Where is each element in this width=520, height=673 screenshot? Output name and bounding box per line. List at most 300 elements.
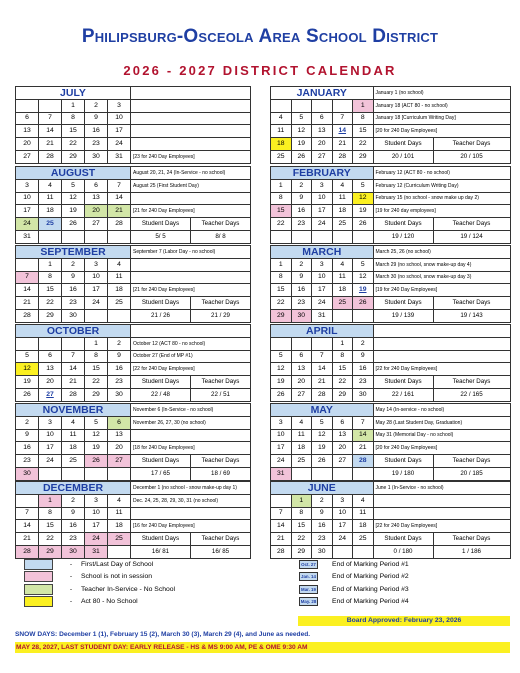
day-cell: 17 (16, 205, 39, 218)
day-cell: 18 (271, 138, 292, 151)
month-note: [21 for 240 Day Employees] (131, 284, 251, 297)
page-title: Philipsburg-Osceola Area School District (81, 26, 439, 47)
student-days-label: Student Days (131, 218, 191, 231)
day-cell: 10 (16, 192, 39, 205)
day-cell: 20 (16, 138, 39, 151)
day-cell: 4 (353, 494, 374, 507)
month-november (15, 403, 251, 481)
day-cell: 16 (85, 125, 108, 138)
day-cell: 4 (332, 179, 353, 192)
july-grid (15, 86, 251, 164)
day-cell: 5 (353, 258, 374, 271)
month-note: March 30 (no school, snow make-up day 3) (373, 271, 510, 284)
month-note: May 31 (Memorial Day - no school) (373, 429, 510, 442)
month-note (131, 258, 251, 271)
day-cell: 24 (271, 455, 292, 468)
day-cell: 6 (332, 416, 353, 429)
month-header: MARCH (271, 246, 374, 259)
day-cell: 14 (312, 363, 333, 376)
day-cell: 27 (312, 150, 333, 163)
day-cell: 3 (16, 179, 39, 192)
day-cell: 1 (271, 179, 292, 192)
day-cell: 1 (291, 494, 312, 507)
day-cell: 11 (271, 125, 292, 138)
day-cell: 31 (108, 150, 131, 163)
month-february (270, 166, 511, 244)
day-cell (271, 494, 292, 507)
day-cell: 1 (332, 337, 353, 350)
day-cell: 5 (16, 350, 39, 363)
month-note (131, 507, 251, 520)
day-cell: 22 (271, 218, 292, 231)
day-cell: 8 (39, 507, 62, 520)
teacher-days-value: 22 / 165 (433, 388, 510, 401)
day-cell: 22 (332, 376, 353, 389)
day-cell (108, 230, 131, 243)
day-cell: 5 (312, 416, 333, 429)
day-cell: 21 (16, 533, 39, 546)
month-note: [23 for 240 Day Employees] (131, 150, 251, 163)
student-days-value: 16/ 81 (131, 545, 191, 558)
day-cell: 13 (16, 125, 39, 138)
day-cell: 10 (312, 192, 333, 205)
day-cell: 13 (108, 429, 131, 442)
june-grid (270, 481, 511, 559)
day-cell: 9 (291, 271, 312, 284)
day-cell: 8 (291, 507, 312, 520)
day-cell: 14 (332, 125, 353, 138)
day-cell: 30 (312, 545, 333, 558)
color-legend (24, 558, 284, 608)
day-cell: 16 (353, 363, 374, 376)
day-cell: 23 (16, 455, 39, 468)
legend-item (24, 583, 284, 596)
day-cell: 28 (16, 545, 39, 558)
day-cell: 16 (62, 284, 85, 297)
day-cell: 6 (312, 112, 333, 125)
month-note (373, 350, 510, 363)
day-cell (108, 545, 131, 558)
day-cell: 10 (39, 429, 62, 442)
december-grid (15, 481, 251, 559)
day-cell: 29 (332, 388, 353, 401)
day-cell: 7 (353, 416, 374, 429)
day-cell: 15 (291, 520, 312, 533)
month-note (131, 429, 251, 442)
day-cell (16, 337, 39, 350)
month-note: October 12 (ACT 80 - no school) (131, 337, 251, 350)
day-cell: 11 (39, 192, 62, 205)
day-cell: 12 (62, 192, 85, 205)
day-cell: 6 (39, 350, 62, 363)
marking-period-item (299, 583, 509, 596)
month-note (373, 337, 510, 350)
day-cell (312, 99, 333, 112)
teacher-days-label: Teacher Days (191, 297, 251, 310)
month-note (131, 271, 251, 284)
month-note: January 18 (ACT 80 - no school) (373, 99, 510, 112)
day-cell: 9 (62, 507, 85, 520)
month-header: JUNE (271, 482, 374, 495)
legend-label: Act 80 - No School (81, 598, 138, 606)
month-note: August 20, 21, 24 (In-Service - no school) (131, 167, 251, 180)
day-cell: 4 (62, 416, 85, 429)
month-note: May 14 (In-service - no school) (373, 404, 510, 417)
day-cell: 20 (332, 442, 353, 455)
day-cell: 5 (353, 179, 374, 192)
month-december (15, 481, 251, 559)
day-cell: 18 (332, 284, 353, 297)
day-cell: 17 (312, 284, 333, 297)
day-cell: 5 (271, 350, 292, 363)
day-cell: 15 (271, 205, 292, 218)
month-header: JULY (16, 87, 131, 100)
day-cell: 3 (271, 416, 292, 429)
day-cell (332, 230, 353, 243)
day-cell: 9 (312, 507, 333, 520)
day-cell: 25 (62, 455, 85, 468)
student-days-label: Student Days (131, 533, 191, 546)
day-cell: 24 (312, 218, 333, 231)
legend-dash: - (69, 560, 73, 568)
day-cell: 22 (271, 297, 292, 310)
day-cell: 20 (291, 376, 312, 389)
day-cell: 19 (353, 205, 374, 218)
day-cell: 14 (271, 520, 292, 533)
day-cell: 21 (332, 138, 353, 151)
day-cell (353, 545, 374, 558)
student-days-label: Student Days (373, 455, 433, 468)
day-cell: 31 (16, 230, 39, 243)
day-cell: 4 (39, 179, 62, 192)
day-cell: 23 (62, 533, 85, 546)
day-cell: 18 (108, 520, 131, 533)
day-cell (312, 467, 333, 480)
november-grid (15, 403, 251, 481)
day-cell (332, 309, 353, 322)
day-cell: 12 (271, 363, 292, 376)
day-cell: 22 (62, 138, 85, 151)
day-cell: 26 (353, 297, 374, 310)
teacher-days-value: 20 / 185 (433, 467, 510, 480)
marking-period-item (299, 558, 509, 571)
day-cell: 17 (271, 442, 292, 455)
day-cell: 21 (62, 376, 85, 389)
day-cell (62, 337, 85, 350)
legend-dash: - (69, 573, 73, 581)
day-cell: 4 (291, 416, 312, 429)
last-student-day-banner: MAY 28, 2027, LAST STUDENT DAY: EARLY RELEASE - HS & MS 9:00 AM, PE & OME 9:30 AM (15, 642, 510, 653)
teacher-days-value: 20 / 105 (433, 150, 510, 163)
teacher-days-value: 19 / 124 (433, 230, 510, 243)
month-header: FEBRUARY (271, 167, 374, 180)
day-cell: 8 (85, 350, 108, 363)
day-cell: 14 (62, 363, 85, 376)
day-cell: 22 (39, 297, 62, 310)
day-cell: 13 (291, 363, 312, 376)
day-cell: 26 (62, 218, 85, 231)
day-cell: 30 (291, 309, 312, 322)
day-cell: 23 (312, 533, 333, 546)
day-cell (291, 337, 312, 350)
day-cell: 10 (108, 112, 131, 125)
day-cell: 12 (353, 271, 374, 284)
day-cell: 3 (39, 416, 62, 429)
day-cell (312, 230, 333, 243)
day-cell: 16 (312, 520, 333, 533)
day-cell (62, 230, 85, 243)
day-cell: 25 (332, 218, 353, 231)
day-cell (291, 230, 312, 243)
day-cell: 3 (332, 494, 353, 507)
day-cell: 8 (39, 271, 62, 284)
day-cell: 18 (108, 284, 131, 297)
day-cell (108, 467, 131, 480)
day-cell: 30 (16, 467, 39, 480)
day-cell: 11 (108, 507, 131, 520)
day-cell: 7 (332, 112, 353, 125)
march-grid (270, 245, 511, 323)
day-cell: 25 (332, 297, 353, 310)
marking-period-date: Mar. 19 (299, 585, 318, 594)
month-header: APRIL (271, 325, 374, 338)
day-cell: 11 (291, 429, 312, 442)
day-cell: 1 (39, 494, 62, 507)
marking-period-date: Jan. 14 (299, 572, 318, 581)
day-cell: 26 (271, 388, 292, 401)
month-note (373, 507, 510, 520)
day-cell: 11 (353, 507, 374, 520)
day-cell: 7 (312, 350, 333, 363)
legend-swatch (24, 571, 53, 582)
marking-period-date: Oct. 27 (299, 560, 318, 569)
day-cell: 28 (353, 455, 374, 468)
day-cell: 9 (291, 192, 312, 205)
day-cell: 3 (85, 258, 108, 271)
teacher-days-value: 16/ 85 (191, 545, 251, 558)
day-cell (108, 309, 131, 322)
snow-days-note: SNOW DAYS: December 1 (1), February 15 (2), March 30 (3), March 29 (4), and June as needed. (15, 631, 311, 638)
legend-item (24, 596, 284, 609)
month-note (131, 138, 251, 151)
student-days-label: Student Days (373, 218, 433, 231)
day-cell: 19 (291, 138, 312, 151)
day-cell: 2 (85, 99, 108, 112)
month-note: February 12 (ACT 80 - no school) (373, 167, 510, 180)
day-cell (332, 99, 353, 112)
page-subtitle: 2026 - 2027 DISTRICT CALENDAR (123, 63, 397, 78)
student-days-value: 22 / 48 (131, 388, 191, 401)
board-approved-banner: Board Approved: February 23, 2026 (298, 616, 510, 626)
day-cell: 21 (353, 442, 374, 455)
legend-label: First/Last Day of School (81, 560, 154, 568)
day-cell: 17 (39, 442, 62, 455)
legend-item (24, 558, 284, 571)
day-cell: 17 (85, 520, 108, 533)
day-cell: 19 (16, 376, 39, 389)
day-cell: 18 (332, 205, 353, 218)
day-cell (39, 230, 62, 243)
day-cell: 19 (353, 284, 374, 297)
day-cell: 20 (39, 376, 62, 389)
day-cell: 1 (39, 258, 62, 271)
day-cell: 19 (62, 205, 85, 218)
day-cell: 15 (39, 284, 62, 297)
day-cell: 4 (108, 494, 131, 507)
student-days-label: Student Days (373, 533, 433, 546)
day-cell: 29 (271, 309, 292, 322)
month-july (15, 86, 251, 164)
day-cell: 28 (16, 309, 39, 322)
month-june (270, 481, 511, 559)
february-grid (270, 166, 511, 244)
marking-period-label: End of Marking Period #3 (332, 585, 409, 593)
day-cell: 26 (312, 455, 333, 468)
day-cell: 10 (312, 271, 333, 284)
month-note: [19 for 240 Day Employees] (373, 284, 510, 297)
teacher-days-label: Teacher Days (191, 218, 251, 231)
day-cell: 20 (108, 442, 131, 455)
student-days-label: Student Days (373, 297, 433, 310)
day-cell: 3 (312, 258, 333, 271)
day-cell: 26 (85, 455, 108, 468)
day-cell: 21 (271, 533, 292, 546)
day-cell: 12 (312, 429, 333, 442)
day-cell: 9 (108, 350, 131, 363)
day-cell: 28 (271, 545, 292, 558)
day-cell: 2 (62, 258, 85, 271)
student-days-value: 17 / 65 (131, 467, 191, 480)
student-days-value: 19 / 180 (373, 467, 433, 480)
day-cell: 12 (291, 125, 312, 138)
day-cell: 19 (312, 442, 333, 455)
month-note: February 15 (no school - snow make up day 2) (373, 192, 510, 205)
month-note: October 27 (End of MP #1) (131, 350, 251, 363)
marking-period-item (299, 596, 509, 609)
day-cell: 28 (312, 388, 333, 401)
day-cell: 5 (291, 112, 312, 125)
student-days-label: Student Days (131, 297, 191, 310)
day-cell: 4 (108, 258, 131, 271)
day-cell: 6 (16, 112, 39, 125)
day-cell: 12 (16, 363, 39, 376)
day-cell: 29 (39, 309, 62, 322)
day-cell: 14 (108, 192, 131, 205)
day-cell: 13 (332, 429, 353, 442)
marking-period-item (299, 571, 509, 584)
teacher-days-value: 8/ 8 (191, 230, 251, 243)
teacher-days-value: 1 / 186 (433, 545, 510, 558)
day-cell: 18 (62, 442, 85, 455)
day-cell: 26 (291, 150, 312, 163)
day-cell: 9 (16, 429, 39, 442)
day-cell: 24 (108, 138, 131, 151)
day-cell: 23 (108, 376, 131, 389)
day-cell: 20 (85, 205, 108, 218)
day-cell: 15 (353, 125, 374, 138)
august-grid (15, 166, 251, 244)
month-note: [20 for 240 Day Employees] (373, 125, 510, 138)
day-cell: 21 (108, 205, 131, 218)
day-cell (332, 545, 353, 558)
day-cell: 14 (16, 520, 39, 533)
day-cell: 23 (353, 376, 374, 389)
month-march (270, 245, 511, 323)
day-cell: 10 (85, 271, 108, 284)
month-header: DECEMBER (16, 482, 131, 495)
teacher-days-label: Teacher Days (433, 138, 510, 151)
day-cell: 2 (291, 258, 312, 271)
day-cell: 30 (62, 545, 85, 558)
day-cell: 9 (353, 350, 374, 363)
day-cell: 25 (271, 150, 292, 163)
day-cell (62, 467, 85, 480)
day-cell: 14 (353, 429, 374, 442)
marking-period-label: End of Marking Period #1 (332, 560, 409, 568)
day-cell: 1 (353, 99, 374, 112)
day-cell: 22 (353, 138, 374, 151)
month-note (131, 87, 251, 100)
month-header: MAY (271, 404, 374, 417)
month-note: [22 for 240 Day Employees] (131, 363, 251, 376)
september-grid (15, 245, 251, 323)
student-days-label: Student Days (131, 376, 191, 389)
month-september (15, 245, 251, 323)
day-cell: 11 (332, 192, 353, 205)
month-note: [16 for 240 Day Employees] (131, 520, 251, 533)
teacher-days-value: 22 / 51 (191, 388, 251, 401)
day-cell: 8 (353, 112, 374, 125)
day-cell: 15 (271, 284, 292, 297)
day-cell: 17 (332, 520, 353, 533)
day-cell: 29 (291, 545, 312, 558)
day-cell: 21 (39, 138, 62, 151)
day-cell: 13 (39, 363, 62, 376)
month-note: August 25 (First Student Day) (131, 179, 251, 192)
day-cell: 29 (85, 388, 108, 401)
day-cell: 17 (108, 125, 131, 138)
day-cell (291, 467, 312, 480)
month-october (15, 324, 251, 402)
day-cell: 2 (312, 494, 333, 507)
day-cell: 10 (271, 429, 292, 442)
day-cell: 24 (16, 218, 39, 231)
day-cell: 29 (62, 150, 85, 163)
day-cell: 25 (291, 455, 312, 468)
teacher-days-label: Teacher Days (191, 376, 251, 389)
student-days-label: Student Days (373, 138, 433, 151)
day-cell: 15 (332, 363, 353, 376)
student-days-value: 19 / 139 (373, 309, 433, 322)
day-cell: 17 (85, 284, 108, 297)
day-cell: 22 (85, 376, 108, 389)
day-cell: 22 (291, 533, 312, 546)
may-grid (270, 403, 511, 481)
day-cell: 8 (332, 350, 353, 363)
day-cell (39, 99, 62, 112)
student-days-value: 5/ 5 (131, 230, 191, 243)
day-cell: 11 (332, 271, 353, 284)
day-cell: 26 (353, 218, 374, 231)
day-cell: 1 (85, 337, 108, 350)
teacher-days-label: Teacher Days (191, 533, 251, 546)
marking-period-label: End of Marking Period #4 (332, 598, 409, 606)
day-cell: 7 (16, 271, 39, 284)
day-cell: 9 (62, 271, 85, 284)
day-cell (85, 230, 108, 243)
day-cell: 7 (62, 350, 85, 363)
day-cell: 9 (85, 112, 108, 125)
